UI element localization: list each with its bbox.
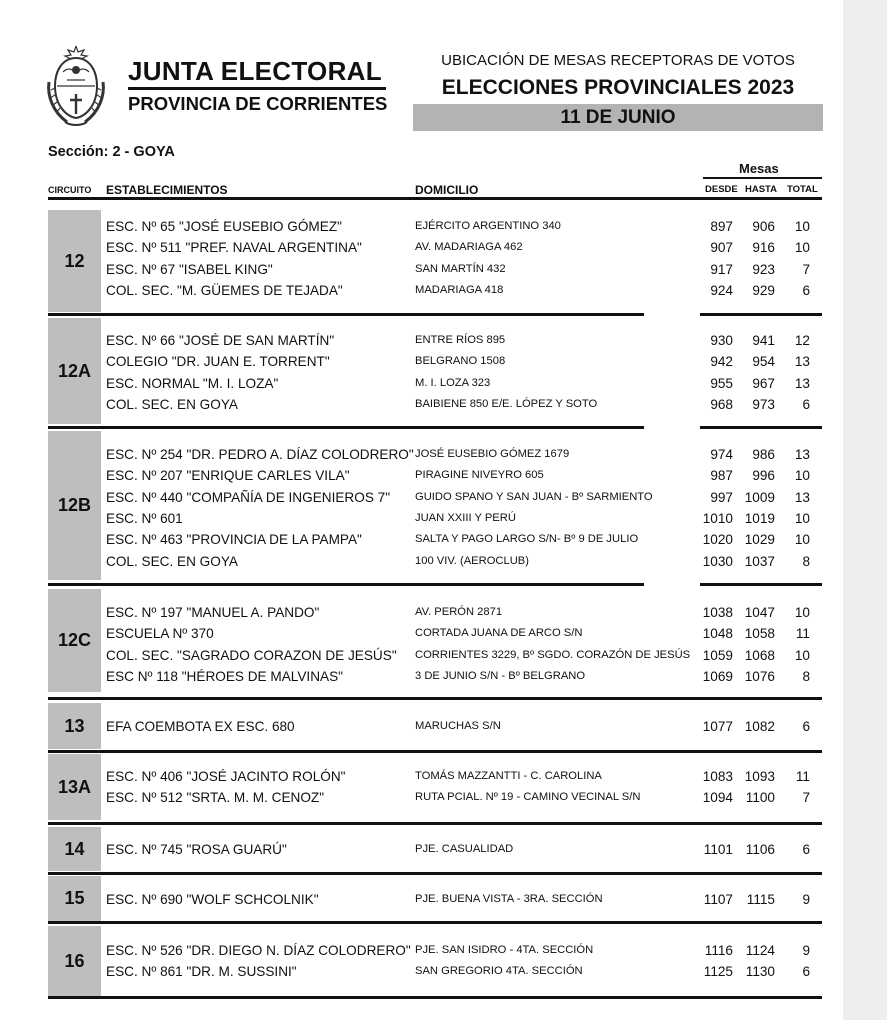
establishment-name: ESC. Nº 207 "ENRIQUE CARLES VILA" <box>106 468 350 484</box>
address: EJÉRCITO ARGENTINO 340 <box>415 220 561 232</box>
address: PJE. SAN ISIDRO - 4TA. SECCIÓN <box>415 944 594 956</box>
mesa-desde: 1020 <box>702 532 733 548</box>
org-subtitle: PROVINCIA DE CORRIENTES <box>128 93 388 114</box>
mesa-total: 8 <box>802 668 810 684</box>
establishment-name: ESC. Nº 65 "JOSÉ EUSEBIO GÓMEZ" <box>106 219 342 234</box>
org-title: JUNTA ELECTORAL <box>128 56 382 86</box>
mesa-desde: 974 <box>710 447 733 462</box>
mesa-desde: 1059 <box>702 647 733 663</box>
address: RUTA PCIAL. Nº 19 - CAMINO VECINAL S/N <box>415 791 641 804</box>
mesa-total: 10 <box>794 532 810 548</box>
address: CORRIENTES 3229, Bº SGDO. CORAZÓN DE JESÚS <box>415 648 691 661</box>
mesa-desde: 897 <box>710 219 733 234</box>
address: SAN MARTÍN 432 <box>415 262 506 275</box>
mesa-total: 10 <box>794 219 810 234</box>
mesa-total: 11 <box>795 626 810 642</box>
mesa-desde: 1107 <box>703 892 733 907</box>
circuit-id: 12B <box>48 431 101 580</box>
establishment-name: ESC. Nº 512 "SRTA. M. M. CENOZ" <box>106 790 325 806</box>
address: GUIDO SPANO Y SAN JUAN - Bº SARMIENTO <box>415 490 653 503</box>
mesa-hasta: 996 <box>752 468 775 484</box>
establishment-name: ESC. Nº 463 "PROVINCIA DE LA PAMPA" <box>106 532 362 548</box>
mesa-total: 7 <box>802 790 810 806</box>
mesa-total: 11 <box>795 769 810 784</box>
mesa-hasta: 1068 <box>744 647 775 663</box>
header-desde: DESDE <box>705 184 738 195</box>
circuit-id: 16 <box>48 926 101 997</box>
mesa-hasta: 916 <box>752 240 775 256</box>
mesa-desde: 987 <box>710 468 733 484</box>
mesa-desde: 968 <box>710 396 733 412</box>
address: CORTADA JUANA DE ARCO S/N <box>415 627 583 640</box>
mesa-hasta: 1047 <box>744 605 775 620</box>
mesa-total: 7 <box>802 261 810 277</box>
mesa-desde: 1101 <box>703 842 733 857</box>
mesa-hasta: 1115 <box>746 892 775 907</box>
mesa-total: 8 <box>802 553 810 569</box>
mesa-hasta: 973 <box>752 396 775 412</box>
mesa-desde: 1116 <box>704 943 733 958</box>
mesa-total: 13 <box>794 375 810 391</box>
address: JUAN XXIII Y PERÚ <box>415 511 516 524</box>
establishment-name: ESC. Nº 511 "PREF. NAVAL ARGENTINA" <box>106 240 362 256</box>
establishment-name: ESC. Nº 67 "ISABEL KING" <box>106 261 273 277</box>
mesa-desde: 1030 <box>702 553 733 569</box>
address: MARUCHAS S/N <box>415 720 501 732</box>
mesa-hasta: 967 <box>752 375 775 391</box>
mesa-desde: 1010 <box>702 510 733 526</box>
circuit-separator <box>48 583 644 586</box>
circuit-separator <box>48 697 822 700</box>
establishment-name: ESC. Nº 406 "JOSÉ JACINTO ROLÓN" <box>106 769 346 784</box>
establishment-name: COLEGIO "DR. JUAN E. TORRENT" <box>106 354 330 370</box>
mesa-total: 6 <box>802 282 810 298</box>
address: PJE. CASUALIDAD <box>415 843 514 855</box>
header-date-banner: 11 DE JUNIO <box>413 104 823 131</box>
mesa-hasta: 1058 <box>744 626 775 642</box>
mesa-hasta: 1100 <box>745 790 775 806</box>
mesa-hasta: 906 <box>752 219 775 234</box>
mesa-total: 10 <box>794 510 810 526</box>
mesa-total: 6 <box>802 842 810 857</box>
mesa-hasta: 1106 <box>745 842 775 857</box>
circuit-id: 14 <box>48 827 101 871</box>
mesa-total: 12 <box>794 333 810 348</box>
mesa-total: 13 <box>794 489 810 505</box>
header-rule <box>48 197 822 200</box>
mesa-hasta: 929 <box>752 282 775 298</box>
establishment-name: ESC. Nº 690 "WOLF SCHCOLNIK" <box>106 892 319 907</box>
address: AV. PERÓN 2871 <box>415 606 503 618</box>
mesa-hasta: 1124 <box>745 943 775 958</box>
address: BELGRANO 1508 <box>415 355 506 368</box>
address: PJE. BUENA VISTA - 3RA. SECCIÓN <box>415 893 603 905</box>
mesa-hasta: 954 <box>752 354 775 370</box>
mesa-desde: 942 <box>710 354 733 370</box>
mesa-total: 6 <box>802 396 810 412</box>
mesa-desde: 1069 <box>702 668 733 684</box>
circuit-block <box>48 876 822 921</box>
side-panel <box>843 0 887 1020</box>
mesa-hasta: 1130 <box>745 964 775 980</box>
mesa-total: 10 <box>794 647 810 663</box>
establishment-name: ESC. Nº 745 "ROSA GUARÚ" <box>106 842 287 857</box>
establishment-name: EFA COEMBOTA EX ESC. 680 <box>106 719 295 734</box>
mesa-total: 6 <box>802 719 810 734</box>
circuit-block <box>48 827 822 871</box>
header-circuito: CIRCUITO <box>48 185 92 195</box>
address: AV. MADARIAGA 462 <box>415 241 523 254</box>
establishment-name: ESC. Nº 254 "DR. PEDRO A. DÍAZ COLODRERO" <box>106 447 414 462</box>
circuit-separator <box>48 750 822 753</box>
mesa-hasta: 1082 <box>744 719 775 734</box>
circuit-id: 13 <box>48 703 101 749</box>
title-underline <box>128 87 386 90</box>
circuit-separator <box>48 872 822 875</box>
mesa-desde: 1077 <box>702 719 733 734</box>
section-label: Sección: 2 - <box>48 144 134 160</box>
mesa-desde: 1125 <box>703 964 733 980</box>
address: SALTA Y PAGO LARGO S/N- Bº 9 DE JULIO <box>415 533 639 546</box>
establishment-name: ESC. NORMAL "M. I. LOZA" <box>106 375 279 391</box>
mesa-hasta: 1076 <box>744 668 775 684</box>
circuit-separator <box>48 822 822 825</box>
mesa-total: 6 <box>802 964 810 980</box>
establishment-name: ESCUELA Nº 370 <box>106 626 214 642</box>
circuit-id: 12 <box>48 210 101 312</box>
section-name: GOYA <box>133 144 175 160</box>
header-line-1: UBICACIÓN DE MESAS RECEPTORAS DE VOTOS <box>441 52 795 69</box>
mesa-hasta: 941 <box>752 333 775 348</box>
establishment-name: ESC. Nº 66 "JOSÉ DE SAN MARTÍN" <box>106 333 335 348</box>
address: M. I. LOZA 323 <box>415 376 491 389</box>
mesa-desde: 955 <box>710 375 733 391</box>
establishment-name: ESC. Nº 197 "MANUEL A. PANDO" <box>106 605 320 620</box>
mesa-hasta: 923 <box>752 261 775 277</box>
mesa-total: 9 <box>802 892 810 907</box>
address: BAIBIENE 850 E/E. LÓPEZ Y SOTO <box>415 397 598 410</box>
circuit-separator <box>48 313 644 316</box>
circuit-separator <box>700 313 822 316</box>
address: 100 VIV. (AEROCLUB) <box>415 554 529 567</box>
circuit-block <box>48 210 822 312</box>
mesa-hasta: 1037 <box>744 553 775 569</box>
circuit-separator <box>48 996 822 999</box>
address: JOSÉ EUSEBIO GÓMEZ 1679 <box>415 448 570 460</box>
establishment-name: ESC. Nº 440 "COMPAÑÍA DE INGENIEROS 7" <box>106 489 391 505</box>
mesa-desde: 1083 <box>702 769 733 784</box>
establishment-name: ESC. Nº 601 <box>106 510 183 526</box>
mesa-desde: 1048 <box>702 626 733 642</box>
establishment-name: COL. SEC. "M. GÜEMES DE TEJADA" <box>106 282 343 298</box>
mesa-hasta: 1019 <box>744 510 775 526</box>
mesa-hasta: 1093 <box>744 769 775 784</box>
establishment-name: ESC. Nº 526 "DR. DIEGO N. DÍAZ COLODRERO" <box>106 943 411 958</box>
header-hasta: HASTA <box>745 184 778 195</box>
address: 3 DE JUNIO S/N - Bº BELGRANO <box>415 669 586 682</box>
establishment-name: COL. SEC. EN GOYA <box>106 553 238 569</box>
mesa-hasta: 1029 <box>744 532 775 548</box>
mesas-group-label: Mesas <box>739 161 779 176</box>
mesa-desde: 917 <box>710 261 733 277</box>
circuit-id: 12C <box>48 589 101 692</box>
circuit-separator <box>700 426 822 429</box>
mesa-hasta: 986 <box>752 447 775 462</box>
establishment-name: ESC. Nº 861 "DR. M. SUSSINI" <box>106 964 297 980</box>
header-domicilio: DOMICILIO <box>415 183 479 197</box>
mesa-total: 13 <box>794 354 810 370</box>
mesa-desde: 907 <box>710 240 733 256</box>
mesa-total: 10 <box>794 240 810 256</box>
mesa-desde: 930 <box>710 333 733 348</box>
header-total: TOTAL <box>787 184 818 195</box>
mesa-hasta: 1009 <box>744 489 775 505</box>
mesa-desde: 1038 <box>702 605 733 620</box>
mesa-total: 10 <box>794 468 810 484</box>
circuit-separator <box>48 921 822 924</box>
circuit-block <box>48 926 822 997</box>
address: TOMÁS MAZZANTTI - C. CAROLINA <box>415 770 602 782</box>
establishment-name: COL. SEC. "SAGRADO CORAZON DE JESÚS" <box>106 647 397 663</box>
header-establecimientos: ESTABLECIMIENTOS <box>106 183 228 197</box>
address: PIRAGINE NIVEYRO 605 <box>415 469 544 482</box>
circuit-block <box>48 703 822 749</box>
header-line-2: ELECCIONES PROVINCIALES 2023 <box>441 76 795 99</box>
establishment-name: ESC Nº 118 "HÉROES DE MALVINAS" <box>106 668 343 684</box>
circuit-block <box>48 589 822 692</box>
mesa-desde: 924 <box>710 282 733 298</box>
address: SAN GREGORIO 4TA. SECCIÓN <box>415 965 583 978</box>
address: MADARIAGA 418 <box>415 283 504 296</box>
mesa-total: 9 <box>802 943 810 958</box>
mesas-group-rule <box>703 177 822 179</box>
coat-of-arms-logo <box>45 42 107 128</box>
mesa-desde: 997 <box>710 489 733 505</box>
circuit-block <box>48 431 822 580</box>
mesa-desde: 1094 <box>702 790 733 806</box>
address: ENTRE RÍOS 895 <box>415 334 506 346</box>
circuit-block <box>48 318 822 424</box>
circuit-id: 15 <box>48 876 101 921</box>
circuit-id: 12A <box>48 318 101 424</box>
circuit-id: 13A <box>48 754 101 820</box>
circuit-separator <box>48 426 644 429</box>
circuit-separator <box>700 583 822 586</box>
mesa-total: 13 <box>794 447 810 462</box>
mesa-total: 10 <box>794 605 810 620</box>
establishment-name: COL. SEC. EN GOYA <box>106 396 238 412</box>
circuit-block <box>48 754 822 820</box>
section-heading <box>48 142 175 162</box>
